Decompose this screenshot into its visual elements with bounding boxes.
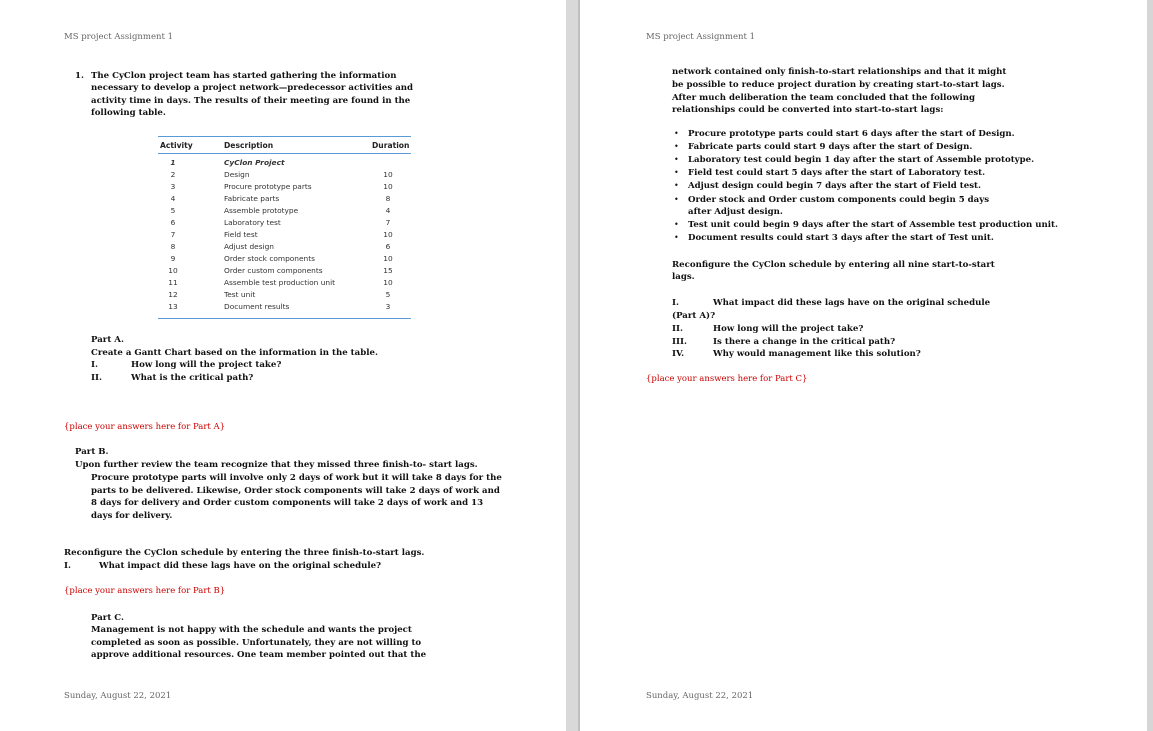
table-row [158,241,411,253]
question-text: What impact did these lags have on the original schedule? [99,561,382,571]
document-page-1 [0,0,566,731]
question-text: (Part A)? [672,311,716,321]
cell-activity: 3 [170,182,176,191]
question-number: 1. [75,71,84,81]
document-page-2 [580,0,1147,731]
part-b-line: parts to be delivered. Likewise, Order stock components will take 2 days of work and [91,486,500,496]
cell-duration: 15 [383,266,393,275]
page-header: MS project Assignment 1 [646,32,755,42]
table-row [158,181,411,193]
bullet-icon: • [674,181,679,190]
question-number: I. [91,360,99,370]
window-edge [1147,0,1153,731]
reconfigure-line: lags. [672,272,695,282]
bullet-text: Procure prototype parts could start 6 days after the start of Design. [688,129,1015,139]
bullet-text: Adjust design could begin 7 days after the start of Field test. [688,181,982,191]
table-rule [158,153,411,154]
cell-duration: 4 [385,206,391,215]
question-text: How long will the project take? [713,324,864,334]
question-text: Why would management like this solution? [713,349,921,359]
table-row [158,157,411,169]
cell-activity: 9 [170,254,176,263]
cell-duration: 10 [383,278,393,287]
table-row [158,217,411,229]
table-row [158,193,411,205]
cell-description: Order stock components [224,254,315,263]
cell-duration: 5 [385,290,391,299]
reconfigure-line: Reconfigure the CyClon schedule by entering all nine start-to-start [672,260,995,270]
cell-activity: 6 [170,218,176,227]
cell-description: CyClon Project [224,158,285,167]
table-row [158,205,411,217]
cell-duration: 7 [385,218,391,227]
cell-activity: 2 [170,170,176,179]
cell-description: Field test [224,230,258,239]
table-row [158,301,411,313]
table-row [158,289,411,301]
cell-description: Order custom components [224,266,323,275]
part-c-line: Management is not happy with the schedule and wants the project [91,625,412,635]
cell-duration: 10 [383,182,393,191]
cell-description: Test unit [224,290,256,299]
cell-description: Assemble prototype [224,206,299,215]
bullet-text: after Adjust design. [688,207,783,217]
question-number: II. [672,324,684,334]
bullet-text: Laboratory test could begin 1 day after the start of Assemble prototype. [688,155,1035,165]
part-b-intro: Upon further review the team recognize that they missed three finish-to- start lags. [75,460,478,470]
page-header: MS project Assignment 1 [64,32,173,42]
bullet-icon: • [674,142,679,151]
part-c-line: network contained only finish-to-start relationships and that it might [672,67,1007,77]
cell-activity: 12 [168,290,178,299]
cell-description: Procure prototype parts [224,182,312,191]
part-b-line: 8 days for delivery and Order custom components will take 2 days of work and 13 [91,498,484,508]
question-number: II. [91,373,103,383]
cell-duration: 10 [383,254,393,263]
part-a-instruction: Create a Gantt Chart based on the information in the table. [91,348,378,358]
cell-activity: 13 [168,302,178,311]
question-text: Is there a change in the critical path? [713,337,896,347]
column-header-activity: Activity [160,141,193,150]
bullet-icon: • [674,233,679,242]
cell-description: Design [224,170,250,179]
table-row [158,229,411,241]
part-c-line: completed as soon as possible. Unfortunately, they are not willing to [91,638,422,648]
bullet-icon: • [674,155,679,164]
cell-description: Assemble test production unit [224,278,336,287]
table-rule [158,318,411,319]
bullet-text: Document results could start 3 days after the start of Test unit. [688,233,994,243]
part-b-line: Procure prototype parts will involve only 2 days of work but it will take 8 days for the [91,473,502,483]
answer-placeholder-part-a[interactable]: {place your answers here for Part A} [64,422,226,432]
cell-description: Laboratory test [224,218,281,227]
cell-activity: 5 [170,206,176,215]
question-line: following table. [91,108,166,118]
cell-description: Fabricate parts [224,194,280,203]
part-b-line: days for delivery. [91,511,173,521]
table-rule [158,136,411,137]
bullet-text: Order stock and Order custom components could begin 5 days [688,195,990,205]
part-b-title: Part B. [75,447,109,457]
part-c-line: After much deliberation the team concluded that the following [672,93,976,103]
column-header-duration: Duration [372,141,410,150]
table-row [158,169,411,181]
bullet-text: Fabricate parts could start 9 days after the start of Design. [688,142,973,152]
part-a-title: Part A. [91,335,124,345]
bullet-text: Field test could start 5 days after the start of Laboratory test. [688,168,986,178]
table-row [158,253,411,265]
cell-activity: 10 [168,266,178,275]
question-text: What is the critical path? [131,373,254,383]
bullet-icon: • [674,220,679,229]
cell-activity: 7 [170,230,176,239]
question-number: I. [672,298,680,308]
question-text: What impact did these lags have on the original schedule [713,298,991,308]
cell-description: Adjust design [224,242,274,251]
cell-duration: 10 [383,230,393,239]
cell-duration: 10 [383,170,393,179]
column-header-description: Description [224,141,274,150]
part-b-reconfigure: Reconfigure the CyClon schedule by entering the three finish-to-start lags. [64,548,425,558]
part-c-line: relationships could be converted into start-to-start lags: [672,105,944,115]
cell-duration: 3 [385,302,391,311]
table-row [158,277,411,289]
part-c-line: approve additional resources. One team member pointed out that the [91,650,427,660]
cell-activity: 11 [168,278,178,287]
cell-activity: 8 [170,242,176,251]
bullet-icon: • [674,195,679,204]
page-footer: Sunday, August 22, 2021 [646,691,754,701]
question-line: The CyClon project team has started gathering the information [91,71,397,81]
bullet-text: Test unit could begin 9 days after the start of Assemble test production unit. [688,220,1058,230]
part-c-line: be possible to reduce project duration by creating start-to-start lags. [672,80,1005,90]
cell-duration: 6 [385,242,391,251]
page-footer: Sunday, August 22, 2021 [64,691,172,701]
question-line: activity time in days. The results of their meeting are found in the [91,96,411,106]
cell-duration: 8 [385,194,391,203]
question-number: III. [672,337,688,347]
question-line: necessary to develop a project network—predecessor activities and [91,83,414,93]
cell-activity: 4 [170,194,176,203]
cell-activity: 1 [170,158,176,167]
bullet-icon: • [674,168,679,177]
question-number: IV. [672,349,685,359]
part-c-title: Part C. [91,613,124,623]
bullet-icon: • [674,129,679,138]
answer-placeholder-part-b[interactable]: {place your answers here for Part B} [64,586,226,596]
cell-description: Document results [224,302,290,311]
question-number: I. [64,561,72,571]
question-text: How long will the project take? [131,360,282,370]
table-row [158,265,411,277]
answer-placeholder-part-c[interactable]: {place your answers here for Part C} [646,374,808,384]
